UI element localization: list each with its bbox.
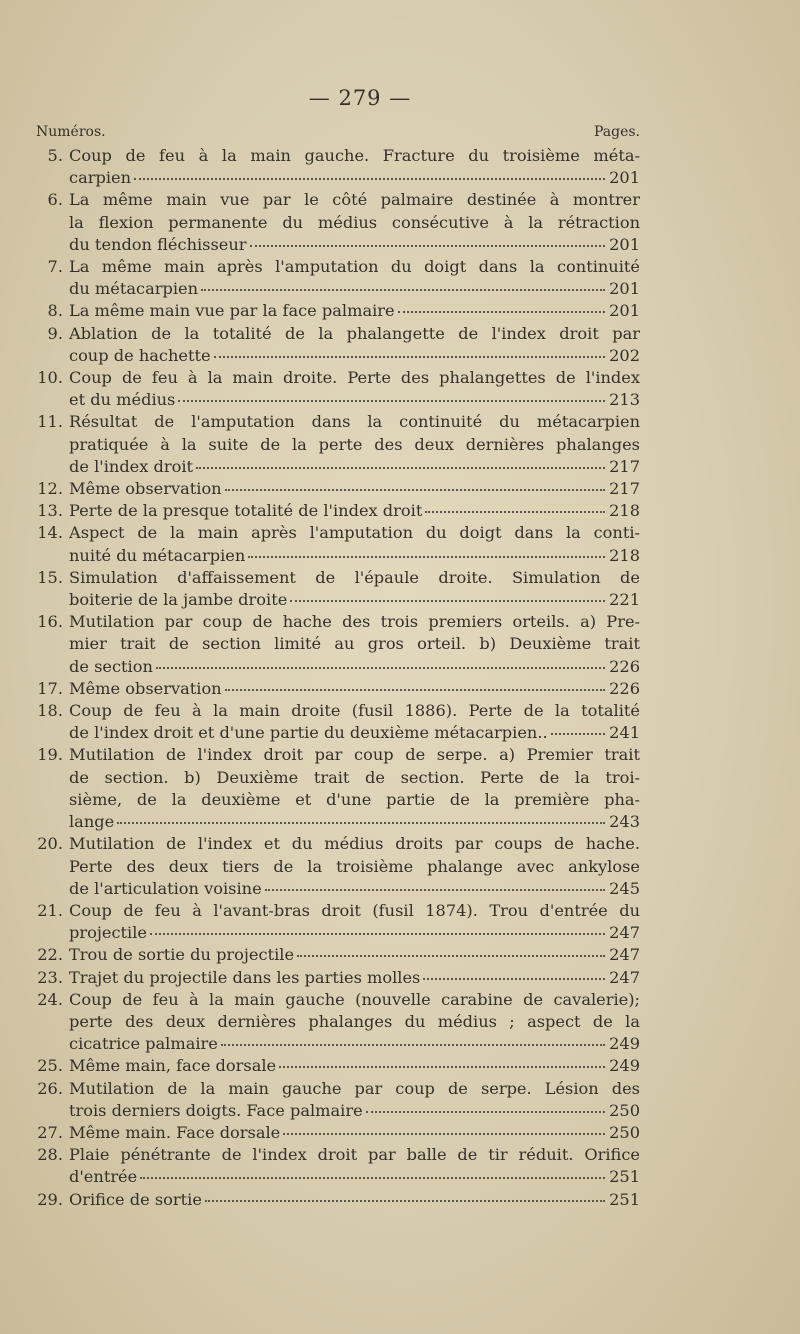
entry-line: perte des deux dernières phalanges du médius ; aspect de la bbox=[69, 1011, 640, 1031]
list-item bbox=[36, 833, 640, 900]
entry-last-line bbox=[69, 811, 640, 833]
list-item bbox=[36, 411, 640, 478]
dot-leader bbox=[134, 176, 605, 180]
entry-text bbox=[69, 367, 640, 411]
entry-line: la flexion permanente du médius consécutive à la rétraction bbox=[69, 212, 640, 232]
entry-number: 20. bbox=[37, 834, 63, 854]
page-reference: 250 bbox=[609, 1122, 640, 1142]
entry-text bbox=[69, 189, 640, 256]
entry-last-line bbox=[69, 1100, 640, 1122]
entry-number: 29. bbox=[37, 1189, 63, 1209]
dot-leader bbox=[425, 509, 605, 513]
dot-leader bbox=[423, 976, 605, 980]
entry-text bbox=[69, 411, 640, 478]
entry-text bbox=[69, 611, 640, 678]
list-item bbox=[36, 323, 640, 367]
entry-number: 7. bbox=[47, 257, 63, 277]
list-item bbox=[36, 744, 640, 833]
entry-text bbox=[69, 944, 640, 966]
entry-last-line bbox=[69, 1189, 640, 1211]
entry-number: 8. bbox=[47, 301, 63, 321]
entry-line: de section bbox=[69, 656, 153, 676]
entry-number: 27. bbox=[37, 1122, 63, 1142]
entry-line: Perte de la presque totalité de l'index droit bbox=[69, 501, 423, 521]
entry-text bbox=[69, 967, 640, 989]
entry-line: projectile bbox=[69, 923, 147, 943]
entry-line: Même main, face dorsale bbox=[69, 1056, 277, 1076]
entry-last-line bbox=[69, 1166, 640, 1188]
list-item bbox=[36, 1144, 640, 1188]
pages-header: Pages. bbox=[593, 124, 640, 140]
entry-line: Coup de feu à la main droite. Perte des phalangettes de l'index bbox=[69, 368, 640, 388]
dot-leader bbox=[150, 931, 605, 935]
entry-number: 14. bbox=[37, 523, 63, 543]
entry-line: Ablation de la totalité de la phalangette de l'index droit par bbox=[69, 323, 640, 343]
list-item bbox=[36, 367, 640, 411]
entry-line: Aspect de la main après l'amputation du doigt dans la conti- bbox=[69, 523, 640, 543]
list-item bbox=[36, 256, 640, 300]
entry-number: 26. bbox=[37, 1078, 63, 1098]
entry-last-line bbox=[69, 944, 640, 966]
dot-leader bbox=[250, 243, 605, 247]
page-reference: 250 bbox=[609, 1100, 640, 1120]
figure-list bbox=[36, 145, 640, 1211]
list-item bbox=[36, 300, 640, 322]
list-item bbox=[36, 900, 640, 944]
entry-line: Mutilation de l'index droit par coup de serpe. a) Premier trait bbox=[69, 745, 640, 765]
entry-last-line bbox=[69, 300, 640, 322]
dot-leader bbox=[156, 665, 605, 669]
page-reference: 226 bbox=[609, 678, 640, 698]
entry-last-line bbox=[69, 922, 640, 944]
entry-line: de section. b) Deuxième trait de section. Perte de la troi- bbox=[69, 767, 640, 787]
dot-leader bbox=[398, 309, 605, 313]
entry-number: 28. bbox=[37, 1145, 63, 1165]
entry-last-line bbox=[69, 722, 640, 744]
entry-line: coup de hachette bbox=[69, 345, 211, 365]
entry-number: 19. bbox=[37, 745, 63, 765]
entry-line: de l'index droit et d'une partie du deuxième métacarpien.. bbox=[69, 723, 548, 743]
entry-number: 12. bbox=[37, 479, 63, 499]
entry-line: Même observation bbox=[69, 479, 222, 499]
entry-line: Trajet du projectile dans les parties molles bbox=[69, 967, 421, 987]
entry-text bbox=[69, 323, 640, 367]
dot-leader bbox=[551, 731, 605, 735]
page-reference: 201 bbox=[609, 234, 640, 254]
entry-line: nuité du métacarpien bbox=[69, 545, 246, 565]
entry-text bbox=[69, 145, 640, 189]
entry-number: 10. bbox=[37, 368, 63, 388]
entry-number: 22. bbox=[37, 945, 63, 965]
entry-last-line bbox=[69, 500, 640, 522]
entry-number: 21. bbox=[37, 900, 63, 920]
page-reference: 221 bbox=[609, 590, 640, 610]
page-reference: 243 bbox=[609, 812, 640, 832]
entry-text bbox=[69, 744, 640, 833]
list-item bbox=[36, 189, 640, 256]
entry-last-line bbox=[69, 1033, 640, 1055]
entry-line: et du médius bbox=[69, 390, 176, 410]
entry-last-line bbox=[69, 278, 640, 300]
dot-leader bbox=[297, 953, 605, 957]
entry-text bbox=[69, 522, 640, 566]
entry-number: 11. bbox=[37, 412, 63, 432]
entry-last-line bbox=[69, 589, 640, 611]
list-item bbox=[36, 611, 640, 678]
page-reference: 247 bbox=[609, 967, 640, 987]
entry-line: du tendon fléchisseur bbox=[69, 234, 247, 254]
entry-line: boiterie de la jambe droite bbox=[69, 590, 288, 610]
entry-number: 17. bbox=[37, 678, 63, 698]
entry-text bbox=[69, 1144, 640, 1188]
entry-text bbox=[69, 300, 640, 322]
list-item bbox=[36, 1189, 640, 1211]
list-item bbox=[36, 967, 640, 989]
entry-text bbox=[69, 478, 640, 500]
list-item bbox=[36, 944, 640, 966]
entry-line: Coup de feu à l'avant-bras droit (fusil 1874). Trou d'entrée du bbox=[69, 900, 640, 920]
entry-number: 6. bbox=[47, 190, 63, 210]
page-reference: 247 bbox=[609, 945, 640, 965]
entry-line: carpien bbox=[69, 168, 131, 188]
entry-text bbox=[69, 1055, 640, 1077]
list-item bbox=[36, 1055, 640, 1077]
page-reference: 202 bbox=[609, 345, 640, 365]
dot-leader bbox=[290, 598, 605, 602]
entry-last-line bbox=[69, 678, 640, 700]
page-reference: 249 bbox=[609, 1034, 640, 1054]
entry-number: 13. bbox=[37, 501, 63, 521]
entry-line: mier trait de section limité au gros orteil. b) Deuxième trait bbox=[69, 634, 640, 654]
entry-text bbox=[69, 1122, 640, 1144]
entry-number: 24. bbox=[37, 989, 63, 1009]
page-number: — 279 — bbox=[308, 86, 412, 110]
entry-text bbox=[69, 900, 640, 944]
entry-line: Même observation bbox=[69, 678, 222, 698]
entry-last-line bbox=[69, 878, 640, 900]
page-reference: 245 bbox=[609, 878, 640, 898]
entry-line: du métacarpien bbox=[69, 279, 199, 299]
entry-number: 5. bbox=[47, 146, 63, 165]
page-reference: 201 bbox=[609, 301, 640, 321]
entry-text bbox=[69, 500, 640, 522]
dot-leader bbox=[205, 1198, 605, 1202]
entry-last-line bbox=[69, 1055, 640, 1077]
entry-line: Coup de feu à la main droite (fusil 1886). Perte de la totalité bbox=[69, 701, 640, 721]
list-item bbox=[36, 700, 640, 744]
page-reference: 251 bbox=[609, 1167, 640, 1187]
list-item bbox=[36, 522, 640, 566]
entry-line: Résultat de l'amputation dans la continuité du métacarpien bbox=[69, 412, 640, 432]
dot-leader bbox=[225, 487, 605, 491]
dot-leader bbox=[140, 1175, 605, 1179]
entry-line: Plaie pénétrante de l'index droit par balle de tir réduit. Orifice bbox=[69, 1145, 640, 1165]
entry-line: cicatrice palmaire bbox=[69, 1034, 218, 1054]
list-item bbox=[36, 478, 640, 500]
entry-text bbox=[69, 833, 640, 900]
entry-last-line bbox=[69, 345, 640, 367]
entry-line: d'entrée bbox=[69, 1167, 138, 1187]
entry-line: Perte des deux tiers de la troisième phalange avec ankylose bbox=[69, 856, 640, 876]
entry-line: trois derniers doigts. Face palmaire bbox=[69, 1100, 363, 1120]
dot-leader bbox=[283, 1131, 605, 1135]
entry-last-line bbox=[69, 656, 640, 678]
list-item bbox=[36, 1078, 640, 1122]
dot-leader bbox=[214, 354, 605, 358]
page-reference: 226 bbox=[609, 656, 640, 676]
entry-line: lange bbox=[69, 812, 115, 832]
entry-line: Même main. Face dorsale bbox=[69, 1122, 281, 1142]
entry-text bbox=[69, 1189, 640, 1211]
entry-last-line bbox=[69, 234, 640, 256]
entry-text bbox=[69, 700, 640, 744]
entry-line: Coup de feu à la main gauche (nouvelle carabine de cavalerie); bbox=[69, 989, 640, 1009]
list-item bbox=[36, 1122, 640, 1144]
page-reference: 241 bbox=[609, 723, 640, 743]
entry-text bbox=[69, 567, 640, 611]
entry-last-line bbox=[69, 1122, 640, 1144]
page-reference: 217 bbox=[609, 479, 640, 499]
entry-text bbox=[69, 678, 640, 700]
column-header bbox=[36, 124, 640, 140]
entry-last-line bbox=[69, 478, 640, 500]
dot-leader bbox=[248, 554, 605, 558]
entry-number: 25. bbox=[37, 1056, 63, 1076]
page-reference: 249 bbox=[609, 1056, 640, 1076]
list-item bbox=[36, 678, 640, 700]
dot-leader bbox=[178, 398, 605, 402]
dot-leader bbox=[265, 887, 605, 891]
entry-text bbox=[69, 1078, 640, 1122]
entry-line: La même main vue par la face palmaire bbox=[69, 301, 395, 321]
entry-number: 23. bbox=[37, 967, 63, 987]
entry-last-line bbox=[69, 389, 640, 411]
entry-number: 9. bbox=[47, 323, 63, 343]
entry-line: de l'articulation voisine bbox=[69, 878, 262, 898]
entry-line: Mutilation de la main gauche par coup de serpe. Lésion des bbox=[69, 1078, 640, 1098]
entry-last-line bbox=[69, 167, 640, 189]
entry-line: sième, de la deuxième et d'une partie de la première pha- bbox=[69, 789, 640, 809]
entry-line: La même main vue par le côté palmaire destinée à montrer bbox=[69, 190, 640, 210]
entry-line: de l'index droit bbox=[69, 456, 194, 476]
page-reference: 247 bbox=[609, 923, 640, 943]
entry-text bbox=[69, 256, 640, 300]
page-reference: 218 bbox=[609, 501, 640, 521]
entry-last-line bbox=[69, 545, 640, 567]
entry-number: 18. bbox=[37, 701, 63, 721]
page-reference: 201 bbox=[609, 279, 640, 299]
entry-number: 15. bbox=[37, 567, 63, 587]
list-item bbox=[36, 145, 640, 189]
page-reference: 251 bbox=[609, 1189, 640, 1209]
dot-leader bbox=[366, 1109, 605, 1113]
entry-last-line bbox=[69, 456, 640, 478]
entry-line: Trou de sortie du projectile bbox=[69, 945, 295, 965]
page-reference: 201 bbox=[609, 168, 640, 188]
entry-line: Mutilation de l'index et du médius droits par coups de hache. bbox=[69, 834, 640, 854]
dot-leader bbox=[201, 287, 605, 291]
dot-leader bbox=[117, 820, 605, 824]
entry-line: La même main après l'amputation du doigt dans la continuité bbox=[69, 257, 640, 277]
entry-line: Orifice de sortie bbox=[69, 1189, 202, 1209]
dot-leader bbox=[225, 687, 605, 691]
list-item bbox=[36, 989, 640, 1056]
entry-text bbox=[69, 989, 640, 1056]
dot-leader bbox=[196, 465, 605, 469]
entry-number: 16. bbox=[37, 612, 63, 632]
page-reference: 213 bbox=[609, 390, 640, 410]
entry-line: Mutilation par coup de hache des trois premiers orteils. a) Pre- bbox=[69, 612, 640, 632]
dot-leader bbox=[279, 1064, 605, 1068]
numeros-header: Numéros. bbox=[36, 124, 106, 140]
entry-line: pratiquée à la suite de la perte des deux dernières phalanges bbox=[69, 434, 640, 454]
page-reference: 217 bbox=[609, 456, 640, 476]
list-item bbox=[36, 567, 640, 611]
entry-line: Simulation d'affaissement de l'épaule droite. Simulation de bbox=[69, 567, 640, 587]
entry-line: Coup de feu à la main gauche. Fracture du troisième méta- bbox=[69, 146, 640, 165]
dot-leader bbox=[221, 1042, 605, 1046]
entry-last-line bbox=[69, 967, 640, 989]
list-item bbox=[36, 500, 640, 522]
page-reference: 218 bbox=[609, 545, 640, 565]
